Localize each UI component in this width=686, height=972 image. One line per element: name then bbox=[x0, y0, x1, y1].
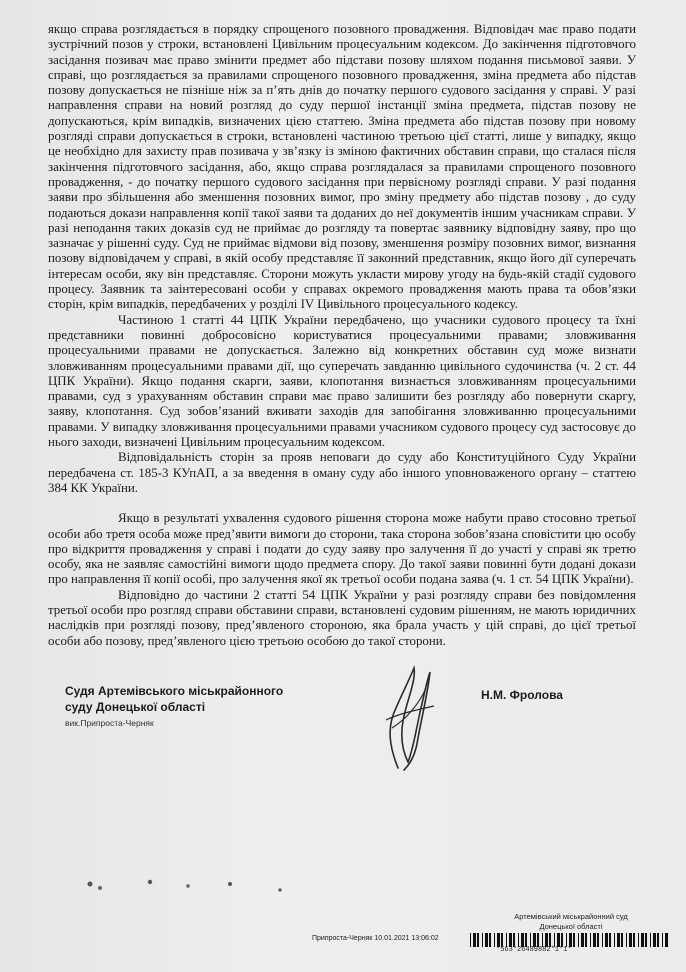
barcode-bar bbox=[645, 933, 647, 947]
barcode-bar bbox=[530, 933, 531, 947]
barcode-bar bbox=[545, 933, 548, 947]
paragraph-3: Відповідальність сторін за прояв неповаги до суду або Конституційного Суду України передбачена ст. 185-3 КУпАП, а за введення в оману суду або іншого уповноваженого органу – статтею 384 КК України. bbox=[48, 450, 636, 495]
barcode-bar bbox=[525, 933, 527, 947]
judge-title-line-2: суду Донецької області bbox=[65, 700, 206, 714]
barcode-bar bbox=[494, 933, 495, 947]
barcode-bar bbox=[554, 933, 555, 947]
barcode-bar bbox=[513, 933, 515, 947]
barcode-bar bbox=[581, 933, 584, 947]
barcode-bar bbox=[641, 933, 644, 947]
barcode-bar bbox=[566, 933, 567, 947]
barcode-bar bbox=[533, 933, 536, 947]
barcode-bar bbox=[477, 933, 479, 947]
stamp-line-1: Артемівський міськрайонний суд bbox=[514, 912, 628, 921]
barcode-bar bbox=[518, 933, 519, 947]
barcode-bar bbox=[497, 933, 500, 947]
document-body bbox=[48, 22, 636, 649]
barcode-bar bbox=[573, 933, 575, 947]
paragraph-1: якщо справа розглядається в порядку спрощеного позовного провадження. Відповідач має право подати зустрічний позов у строки, встановлені Цивільним процесуальним кодексом. До закінчення підготовчого засідання позивач має право змінити предмет або підстави позову шляхом подання письмової заяви. У справі, що розглядається за правилами спрощеного позовного провадження, зміна предмета або підстав позову допускається не пізніше ніж за п’ять днів до початку першого судового засідання у справі. У разі направлення справи на новий розгляд до суду першої інстанції зміна предмета, підстав позову не допускаються, крім випадків, визначених цією статтею. Зміна предмета або підстав позову при новому розгляді справи допускається в строки, встановлені частиною третьою цієї статті, лише у випадку, якщо це необхідно для захисту прав позивача у зв’язку із зміною фактичних обставин справи, що сталася після закінчення підготовчого засідання, або, якщо справа розглядалася за правилами спрощеного позовного провадження, - до початку першого судового засідання при первісному розгляді справи. У разі подання заяви про збільшення або зменшення позовних вимог, про зміну предмету або підстав позову , до суду подаються докази направлення копії такої заяви та доданих до неї документів іншим учасникам справи. У разі неподання таких доказів суд не приймає до розгляду та повертає заявнику відповідну заяву, про що зазначає у рішенні суду. Суд не приймає відмови від позову, зменшення розміру позовних вимог, визнання позову відповідачем у справі, в якій особу представляє її законний представник, якщо його дії суперечать інтересам особи, яку він представляє. Сторони можуть укласти мирову угоду на будь-якій стадії судового процесу. Заявник та заінтересовані особи у справах окремого провадження мають права та обов’язки сторін, крім випадків, передбачених у розділі IV Цивільного процесуального кодексу. bbox=[48, 22, 636, 312]
barcode-bar bbox=[585, 933, 587, 947]
barcode-bar bbox=[569, 933, 572, 947]
barcode-bar bbox=[629, 933, 632, 947]
barcode-bar bbox=[593, 933, 596, 947]
barcode-bar bbox=[489, 933, 491, 947]
barcode-bar bbox=[621, 933, 623, 947]
barcode-bar bbox=[521, 933, 524, 947]
barcode-bar bbox=[506, 933, 507, 947]
barcode-bar bbox=[662, 933, 663, 947]
paragraph-5: Відповідно до частини 2 статті 54 ЦПК України у разі розгляду справи без повідомлення третьої особи про розгляд справи обставини справи, встановлені судовим рішенням, не мають юридичних наслідків при розгляді позову, пред’явленого стороною, яка брала участь у цій справі, до цієї третьої особи або позову, пред’явленого цією третьою особою до такої сторони. bbox=[48, 587, 636, 648]
barcode-bar bbox=[501, 933, 503, 947]
barcode-text: *563*26489882*1*1* bbox=[496, 946, 572, 954]
barcode-bar bbox=[650, 933, 651, 947]
barcode bbox=[470, 933, 670, 947]
barcode-bar bbox=[638, 933, 639, 947]
barcode-bar bbox=[482, 933, 483, 947]
barcode-bar bbox=[590, 933, 591, 947]
judge-name: Н.М. Фролова bbox=[481, 688, 563, 702]
barcode-bar bbox=[617, 933, 620, 947]
handwritten-signature bbox=[368, 658, 448, 778]
barcode-bar bbox=[542, 933, 543, 947]
barcode-bar bbox=[653, 933, 656, 947]
paragraph-2: Частиною 1 статті 44 ЦПК України передбачено, що учасники судового процесу та їхні представники повинні добросовісно користуватися процесуальними правами; зловживання процесуальними правами не допускається. Залежно від конкретних обставин суд може визнати зловживанням процесуальними правами дії, що суперечать завданню цивільного судочинства (ч. 2 ст. 44 ЦПК України). Якщо подання скарги, заяви, клопотання визнається зловживанням процесуальними правами, суд з урахуванням обставин справи має право залишити без розгляду або повернути скаргу, заяву, клопотання. Суд зобов’язаний вживати заходів для запобігання зловживанню процесуальними правами. У випадку зловживання процесуальними правами учасником судового процесу суд застосовує до нього заходи, визначені Цивільним процесуальним кодексом. bbox=[48, 312, 636, 450]
print-info: Припроста-Черняк 10.01.2021 13:06:02 bbox=[312, 935, 439, 942]
scan-specks bbox=[80, 870, 300, 900]
barcode-bar bbox=[597, 933, 599, 947]
judge-title-line-1: Судя Артемівського міськрайонного bbox=[65, 684, 284, 698]
barcode-bar bbox=[614, 933, 615, 947]
executor-note: вик.Припроста-Черняк bbox=[65, 718, 154, 728]
barcode-bar bbox=[561, 933, 563, 947]
barcode-bar bbox=[470, 933, 471, 947]
barcode-bar bbox=[609, 933, 611, 947]
barcode-bar bbox=[605, 933, 608, 947]
court-stamp bbox=[476, 912, 666, 932]
barcode-bar bbox=[549, 933, 551, 947]
barcode-bar bbox=[665, 933, 668, 947]
barcode-bar bbox=[657, 933, 659, 947]
barcode-bar bbox=[509, 933, 512, 947]
barcode-bar bbox=[473, 933, 476, 947]
judge-title bbox=[65, 683, 283, 715]
stamp-line-2: Донецької області bbox=[539, 922, 603, 931]
barcode-bar bbox=[633, 933, 635, 947]
barcode-bar bbox=[537, 933, 539, 947]
barcode-bar bbox=[626, 933, 627, 947]
barcode-bar bbox=[602, 933, 603, 947]
paragraph-4: Якщо в результаті ухвалення судового рішення сторона може набути право стосовно третьої особи або третя особа може пред’явити вимоги до сторони, така сторона зобов’язана сповістити цю особу про відкриття провадження у справі і подати до суду заяву про залучення її до участі у справі як третю особу, яка не заявляє самостійні вимоги щодо предмета спору. До такої заяви повинні бути додані докази про направлення її копії особі, про залучення якої як третьої особи подана заява (ч. 1 ст. 54 ЦПК України). bbox=[48, 511, 636, 587]
barcode-bar bbox=[557, 933, 560, 947]
barcode-bar bbox=[485, 933, 488, 947]
barcode-bar bbox=[578, 933, 579, 947]
